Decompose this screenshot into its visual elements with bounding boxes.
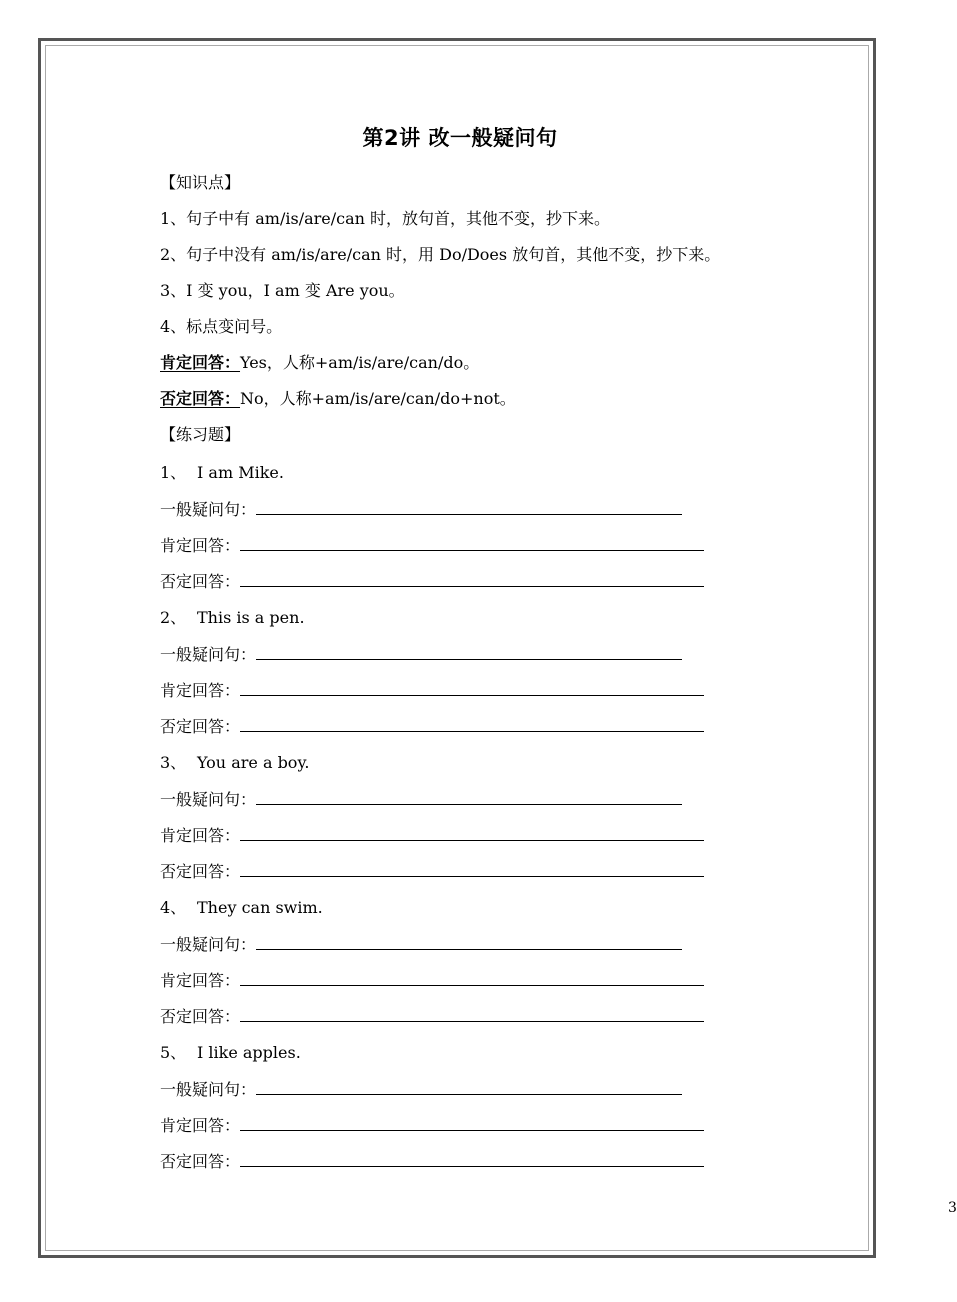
answer-label: 肯定回答：: [160, 681, 241, 700]
positive-answer-line: [160, 1114, 704, 1137]
answer-blank[interactable]: [256, 933, 682, 950]
answer-blank[interactable]: [240, 969, 704, 986]
positive-answer-line: [160, 824, 704, 847]
answer-blank[interactable]: [240, 824, 704, 841]
exercise-sentence: [160, 462, 284, 484]
exercise-sentence: [160, 607, 305, 629]
answer-label: 一般疑问句：: [160, 935, 257, 954]
answer-label: 一般疑问句：: [160, 645, 257, 664]
exercise-number: 4、: [160, 898, 187, 917]
answer-blank[interactable]: [240, 679, 704, 696]
question-answer-line: [160, 498, 682, 521]
exercise-text: I like apples.: [197, 1043, 301, 1062]
knowledge-point-1: 1、句子中有 am/is/are/can 时，放句首，其他不变，抄下来。: [160, 209, 611, 228]
exercise-text: You are a boy.: [197, 753, 310, 772]
exercise-sentence: [160, 1042, 301, 1064]
exercise-text: I am Mike.: [197, 463, 284, 482]
question-answer-line: [160, 933, 682, 956]
positive-answer-label: 肯定回答：: [160, 353, 241, 372]
answer-blank[interactable]: [256, 643, 682, 660]
answer-blank[interactable]: [240, 860, 704, 877]
knowledge-point-2: 2、句子中没有 am/is/are/can 时，用 Do/Does 放句首，其他不变，抄下来。: [160, 245, 721, 264]
exercise-sentence: [160, 897, 323, 919]
answer-blank[interactable]: [240, 1150, 704, 1167]
answer-label: 一般疑问句：: [160, 500, 257, 519]
answer-label: 肯定回答：: [160, 826, 241, 845]
exercise-sentence: [160, 752, 309, 774]
page-title: 第2讲 改一般疑问句: [362, 126, 558, 150]
exercise-number: 1、: [160, 463, 187, 482]
answer-label: 一般疑问句：: [160, 1080, 257, 1099]
negative-answer-label: 否定回答：: [160, 389, 241, 408]
answer-blank[interactable]: [256, 788, 682, 805]
answer-label: 否定回答：: [160, 862, 241, 881]
negative-answer-text: No，人称+am/is/are/can/do+not。: [240, 389, 516, 408]
answer-blank[interactable]: [240, 715, 704, 732]
exercise-number: 5、: [160, 1043, 187, 1062]
answer-blank[interactable]: [256, 1078, 682, 1095]
negative-answer-line: [160, 1150, 704, 1173]
answer-label: 肯定回答：: [160, 971, 241, 990]
positive-answer-rule: [160, 352, 479, 374]
answer-blank[interactable]: [256, 498, 682, 515]
answer-label: 否定回答：: [160, 717, 241, 736]
negative-answer-line: [160, 715, 704, 738]
positive-answer-line: [160, 969, 704, 992]
exercise-number: 3、: [160, 753, 187, 772]
question-answer-line: [160, 1078, 682, 1101]
answer-label: 否定回答：: [160, 1152, 241, 1171]
answer-blank[interactable]: [240, 1114, 704, 1131]
positive-answer-text: Yes，人称+am/is/are/can/do。: [240, 353, 480, 372]
negative-answer-line: [160, 570, 704, 593]
practice-header: 【练习题】: [160, 425, 241, 444]
exercise-number: 2、: [160, 608, 187, 627]
negative-answer-line: [160, 1005, 704, 1028]
knowledge-point-4: 4、标点变问号。: [160, 317, 283, 336]
negative-answer-line: [160, 860, 704, 883]
answer-blank[interactable]: [240, 534, 704, 551]
positive-answer-line: [160, 534, 704, 557]
question-answer-line: [160, 643, 682, 666]
answer-label: 肯定回答：: [160, 536, 241, 555]
exercise-text: They can swim.: [197, 898, 323, 917]
answer-label: 否定回答：: [160, 572, 241, 591]
knowledge-header: 【知识点】: [160, 173, 241, 192]
page-number: 3: [948, 1200, 957, 1216]
positive-answer-line: [160, 679, 704, 702]
knowledge-point-3: 3、I 变 you，I am 变 Are you。: [160, 281, 405, 300]
answer-label: 否定回答：: [160, 1007, 241, 1026]
answer-blank[interactable]: [240, 1005, 704, 1022]
exercise-text: This is a pen.: [197, 608, 305, 627]
answer-label: 一般疑问句：: [160, 790, 257, 809]
question-answer-line: [160, 788, 682, 811]
negative-answer-rule: [160, 388, 516, 410]
answer-blank[interactable]: [240, 570, 704, 587]
answer-label: 肯定回答：: [160, 1116, 241, 1135]
